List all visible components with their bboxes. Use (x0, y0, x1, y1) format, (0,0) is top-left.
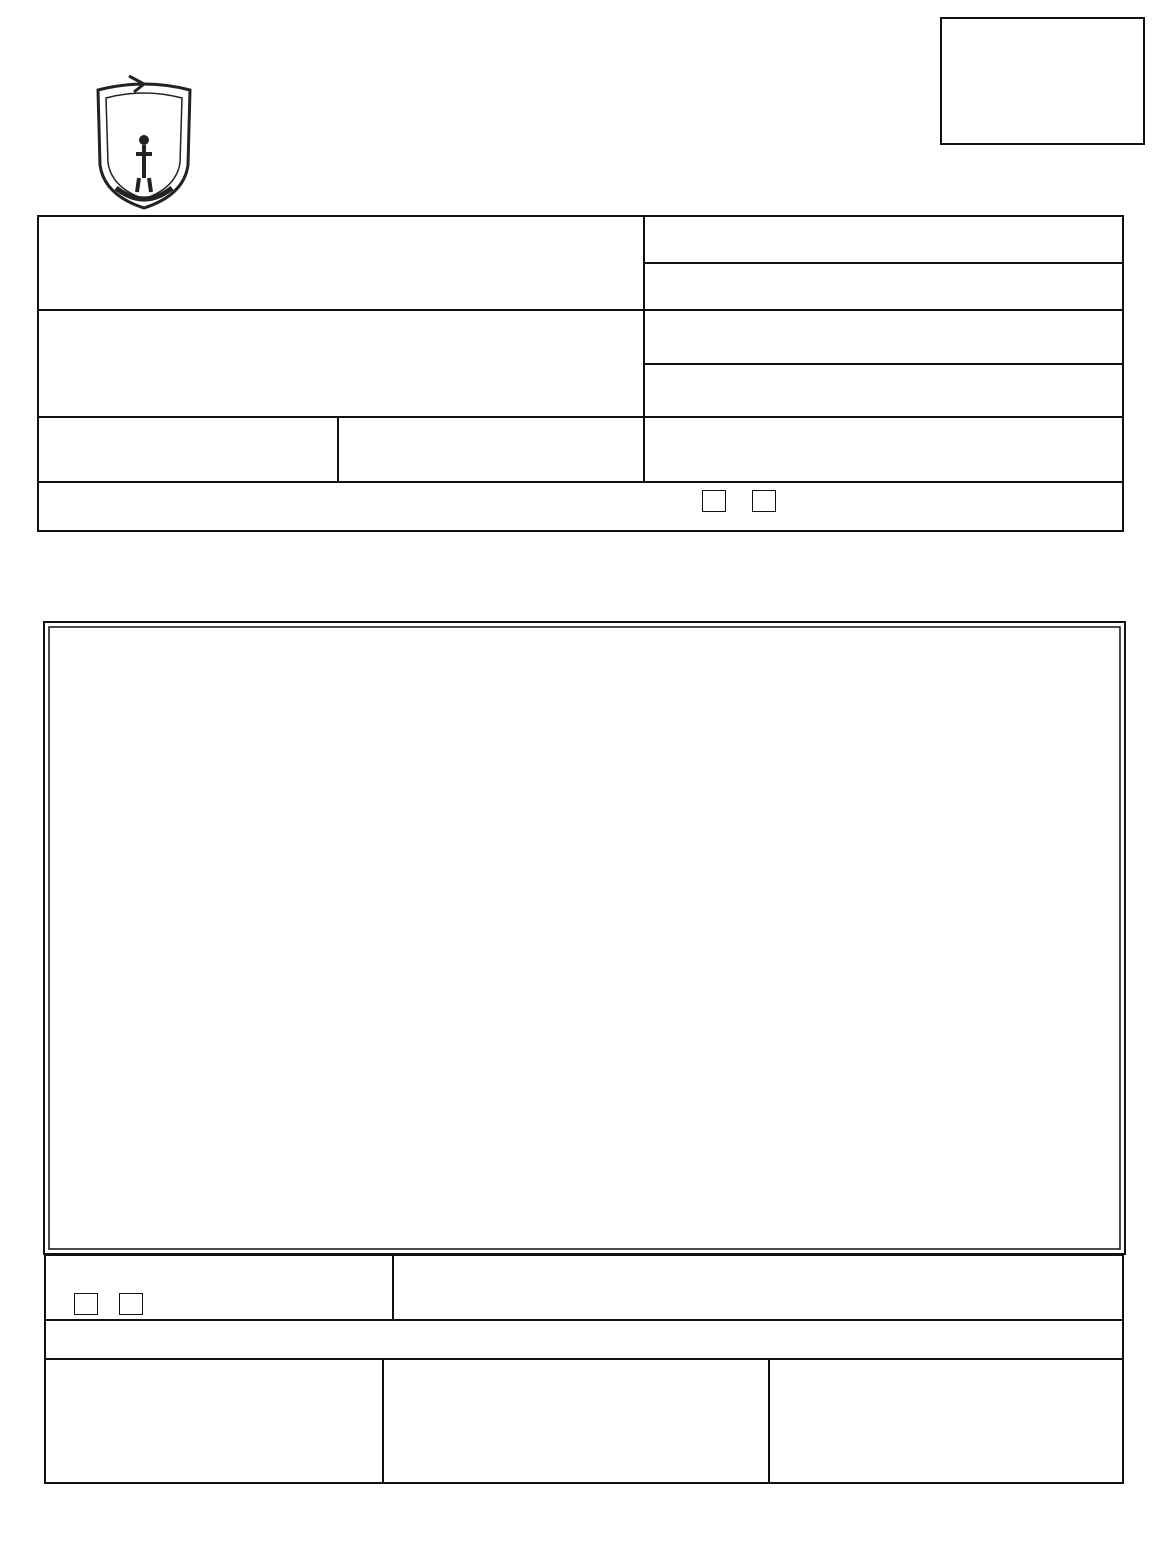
room-no-checkbox[interactable] (119, 1293, 143, 1315)
room-yes-checkbox[interactable] (74, 1293, 98, 1315)
